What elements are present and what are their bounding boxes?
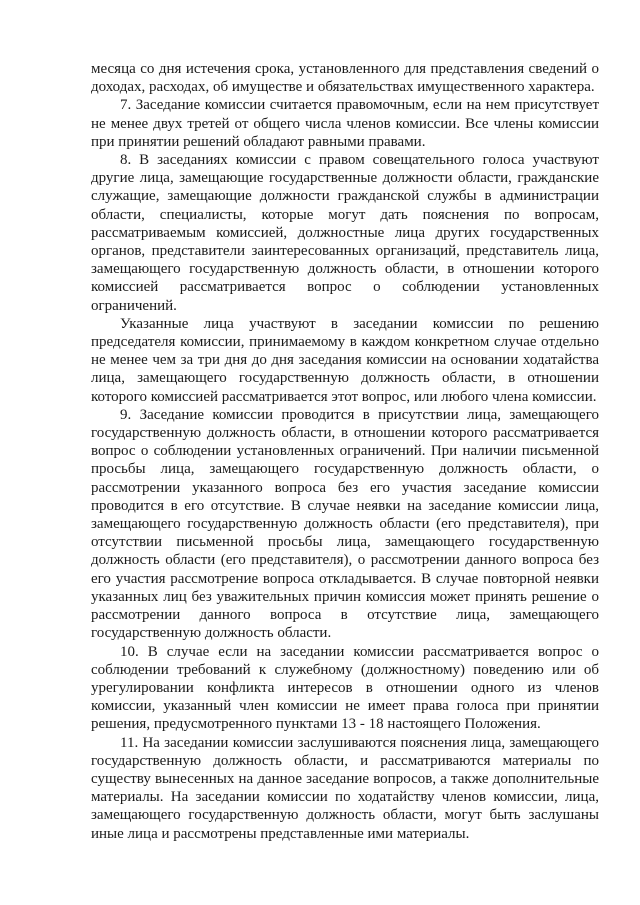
paragraph-item-11: 11. На заседании комиссии заслушиваются пояснения лица, замещающего государственную должность области, и рассматриваются материалы по существу вынесенных на данное заседание вопросов, а также дополнительные материалы. На заседании комиссии по ходатайству членов комиссии, лица, замещающего государственную должность области, могут быть заслушаны иные лица и рассмотрены представленные ими материалы. xyxy=(91,734,599,842)
paragraph-item-8-continued: Указанные лица участвуют в заседании комиссии по решению председателя комиссии, принимаемому в каждом конкретном случае отдельно не менее чем за три дня до дня заседания комиссии на основании ходатайства лица, замещающего государственную должность области, в отношении которого комиссией рассматривается этот вопрос, или любого члена комиссии. xyxy=(91,315,599,405)
document-page xyxy=(91,60,599,843)
paragraph-item-7: 7. Заседание комиссии считается правомочным, если на нем присутствует не менее двух третей от общего числа членов комиссии. Все члены комиссии при принятии решений обладают равными правами. xyxy=(91,97,599,150)
paragraph-continuation: месяца со дня истечения срока, установленного для представления сведений о доходах, расходах, об имуществе и обязательствах имущественного характера. xyxy=(91,61,599,96)
paragraph-item-9: 9. Заседание комиссии проводится в присутствии лица, замещающего государственную должность области, в отношении которого рассматривается вопрос о соблюдении установленных ограничений. При наличии письменной просьбы лица, замещающего государственную должность области, о рассмотрении указанного вопроса без его участия заседание комиссии проводится в его отсутствие. В случае неявки на заседание комиссии лица, замещающего государственную должность области (его представителя), при отсутствии письменной просьбы лица, замещающего государственную должность области (его представителя), о рассмотрении данного вопроса без его участия рассмотрение вопроса откладывается. В случае повторной неявки указанных лиц без уважительных причин комиссия может принять решение о рассмотрении данного вопроса в отсутствие лица, замещающего государственную должность области. xyxy=(91,406,599,642)
paragraph-item-8: 8. В заседаниях комиссии с правом совещательного голоса участвуют другие лица, замещающие государственные должности области, гражданские служащие, замещающие должности гражданской службы в администрации области, специалисты, которые могут дать пояснения по вопросам, рассматриваемым комиссией, должностные лица других государственных органов, представители заинтересованных организаций, представитель лица, замещающего государственную должность области, в отношении которого комиссией рассматривается вопрос о соблюдении установленных ограничений. xyxy=(91,152,599,314)
paragraph-item-10: 10. В случае если на заседании комиссии рассматривается вопрос о соблюдении требований к служебному (должностному) поведению или об урегулировании конфликта интересов в отношении одного из членов комиссии, указанный член комиссии не имеет права голоса при принятии решения, предусмотренного пунктами 13 - 18 настоящего Положения. xyxy=(91,643,599,733)
